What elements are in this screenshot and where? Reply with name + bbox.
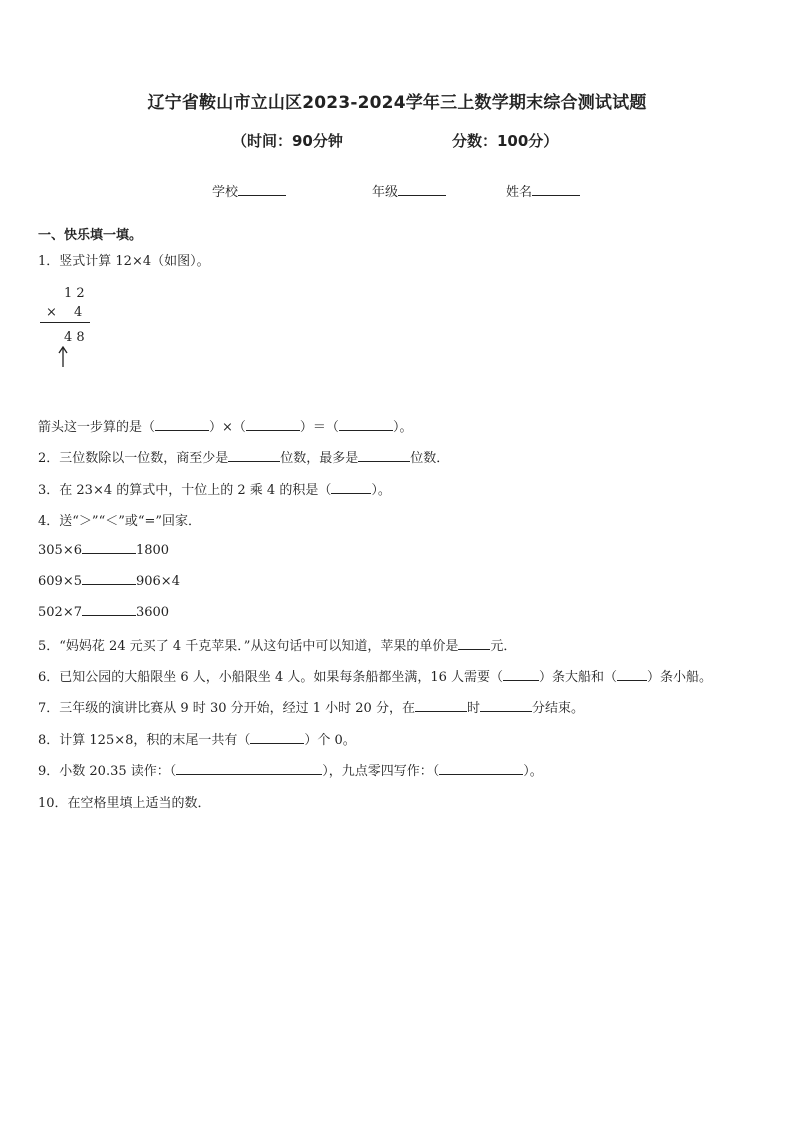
compare-item: 609×5 906×4 — [38, 574, 180, 589]
answer-blank[interactable] — [439, 762, 523, 775]
question-10: 10．在空格里填上适当的数． — [38, 796, 211, 811]
question-4: 4．送“＞”“＜”或“=”回家． — [38, 514, 202, 529]
answer-blank[interactable] — [331, 481, 371, 494]
answer-blank[interactable] — [339, 418, 393, 431]
question-7: 7．三年级的演讲比赛从 9 时 30 分开始，经过 1 小时 20 分，在 时 分结束。 — [38, 701, 584, 716]
multiplicand: 1 2 — [64, 286, 85, 301]
school-blank[interactable] — [238, 183, 286, 196]
time-label: （时间：90分钟 — [232, 132, 343, 150]
answer-blank[interactable] — [155, 418, 209, 431]
answer-blank[interactable] — [228, 449, 280, 462]
name-label: 姓名 — [506, 185, 533, 200]
result-line — [40, 322, 90, 323]
answer-blank[interactable] — [358, 449, 410, 462]
question-3: 3．在 23×4 的算式中，十位上的 2 乘 4 的积是（ ）。 — [38, 483, 391, 498]
grade-blank[interactable] — [398, 183, 446, 196]
grade-label: 年级 — [372, 185, 399, 200]
score-label: 分数：100分） — [452, 132, 559, 150]
exam-title: 辽宁省鞍山市立山区2023-2024学年三上数学期末综合测试试题 — [147, 93, 647, 113]
question-1-blanks: 箭头这一步算的是（ ）×（ ）＝（ ）。 — [38, 420, 413, 435]
question-5: 5．“妈妈花 24 元买了 4 千克苹果．”从这句话中可以知道，苹果的单价是 元． — [38, 639, 517, 654]
answer-blank[interactable] — [617, 668, 647, 681]
answer-blank[interactable] — [246, 418, 300, 431]
answer-blank[interactable] — [415, 699, 467, 712]
up-arrow-icon — [57, 346, 69, 368]
answer-blank[interactable] — [250, 731, 304, 744]
grade-field — [372, 181, 446, 200]
question-8: 8．计算 125×8，积的末尾一共有（ ）个 0。 — [38, 733, 356, 748]
name-blank[interactable] — [532, 183, 580, 196]
answer-blank[interactable] — [503, 668, 539, 681]
answer-blank[interactable] — [82, 541, 136, 554]
times-sign: × — [46, 305, 57, 320]
question-6: 6．已知公园的大船限坐 6 人，小船限坐 4 人。如果每条船都坐满，16 人需要（ ）条大船和（ ）条小船。 — [38, 670, 713, 685]
answer-blank[interactable] — [176, 762, 322, 775]
school-label: 学校 — [212, 185, 239, 200]
vertical-multiplication — [40, 286, 100, 376]
answer-blank[interactable] — [82, 572, 136, 585]
compare-item: 305×6 1800 — [38, 543, 170, 558]
question-2: 2．三位数除以一位数，商至少是 位数，最多是 位数． — [38, 451, 450, 466]
section-heading: 一、快乐填一填。 — [38, 228, 143, 243]
compare-item: 502×7 3600 — [38, 605, 170, 620]
answer-blank[interactable] — [458, 637, 490, 650]
question-1: 1．竖式计算 12×4（如图）。 — [38, 254, 210, 269]
answer-blank[interactable] — [82, 603, 136, 616]
multiplier: 4 — [74, 305, 83, 320]
name-field — [506, 181, 580, 200]
question-9: 9．小数 20.35 读作：（ ），九点零四写作：（ ）。 — [38, 764, 543, 779]
school-field — [212, 181, 286, 200]
product: 4 8 — [64, 330, 85, 345]
answer-blank[interactable] — [480, 699, 532, 712]
